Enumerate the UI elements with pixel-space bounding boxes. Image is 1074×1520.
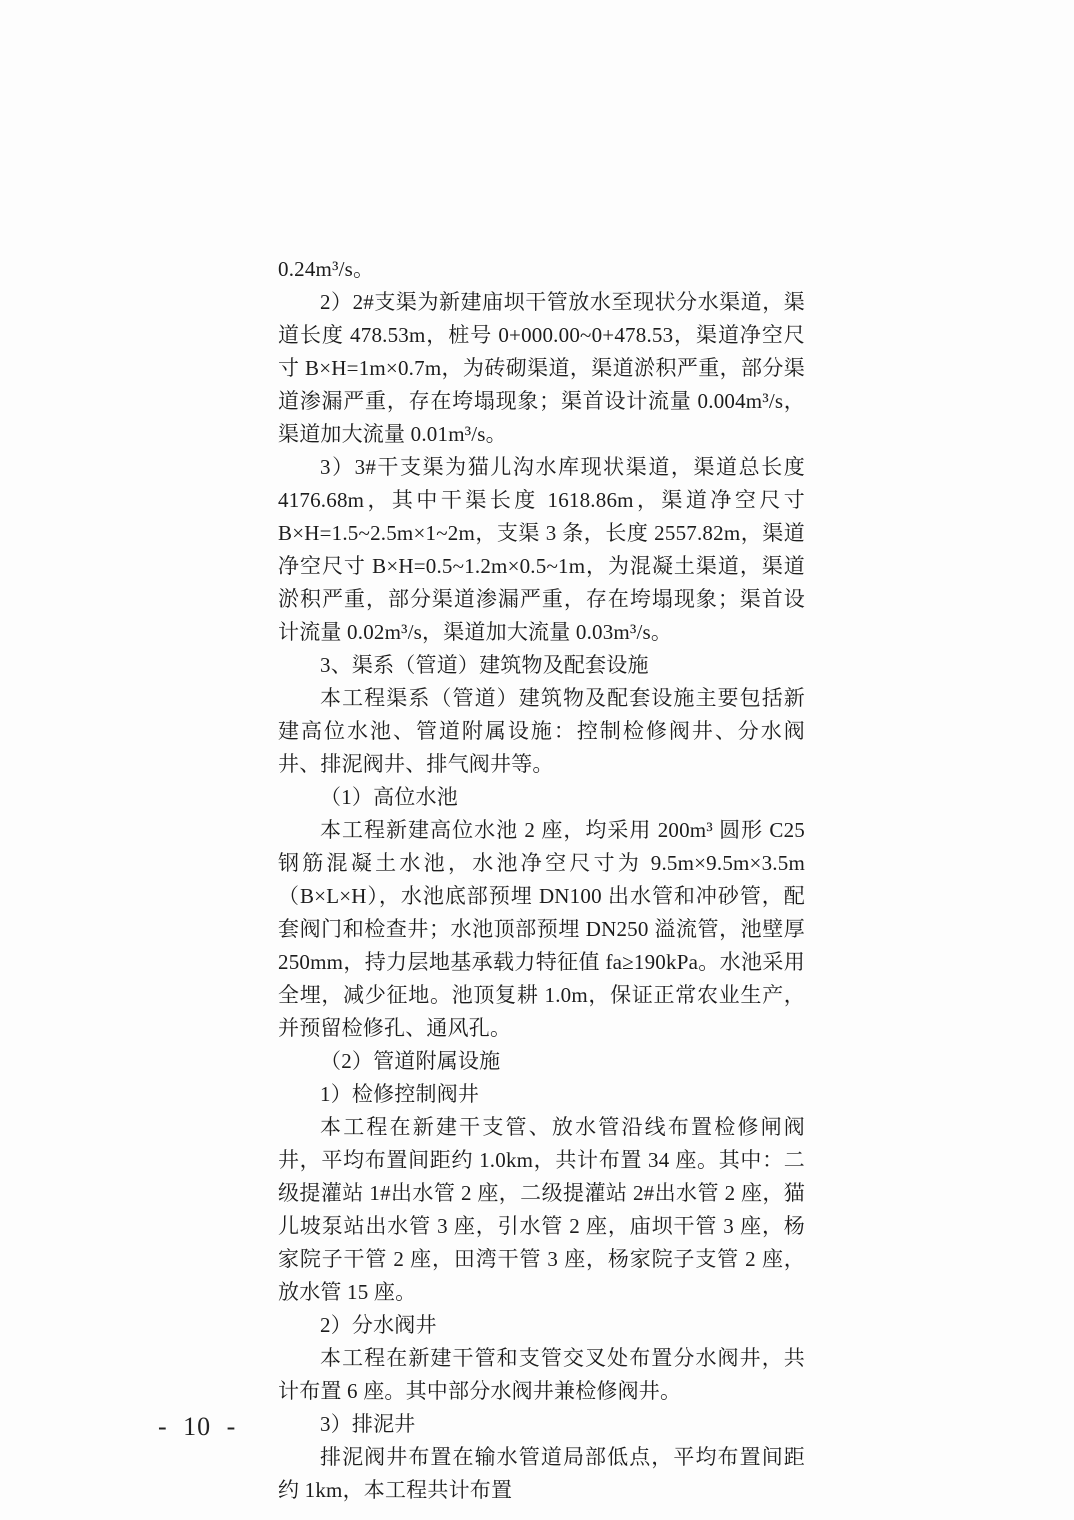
heading-item-2-water-diversion-valve-well: 2）分水阀井 [320, 1313, 437, 1337]
heading-section-3-canal-system: 3、渠系（管道）建筑物及配套设施 [320, 653, 649, 677]
paragraph-inspection-valve-well-detail: 本工程在新建干支管、放水管沿线布置检修闸阀井，平均布置间距约 1.0km，共计布置 34 座。其中：二级提灌站 1#出水管 2 座，二级提灌站 2#出水管 2 座，猫儿坡泵站出水管 3 座，引水管 2 座，庙坝干管 3 座，杨家院子干管 2 座，田湾干管 3 座，杨家院子支管 2 座，放水管 15 座。 [278, 1115, 805, 1304]
heading-item-1-inspection-control-valve-well: 1）检修控制阀井 [320, 1082, 480, 1106]
paragraph-canal-system-overview: 本工程渠系（管道）建筑物及配套设施主要包括新建高位水池、管道附属设施：控制检修阀井、分水阀井、排泥阀井、排气阀井等。 [278, 686, 805, 776]
paragraph-branch-canal-3: 3）3#干支渠为猫儿沟水库现状渠道，渠道总长度 4176.68m，其中干渠长度 1618.86m，渠道净空尺寸 B×H=1.5~2.5m×1~2m，支渠 3 条，长度 2557.82m，渠道净空尺寸 B×H=0.5~1.2m×0.5~1m，为混凝土渠道，渠道淤积严重，部分渠道渗漏严重，存在垮塌现象；渠首设计流量 0.02m³/s，渠道加大流量 0.03m³/s。 [278, 455, 805, 644]
page-number: - 10 - [158, 1412, 237, 1441]
heading-item-3-mud-discharge-well: 3）排泥井 [320, 1412, 416, 1436]
document-body [278, 253, 805, 1507]
heading-subsection-2-pipeline-accessories: （2）管道附属设施 [320, 1049, 501, 1073]
paragraph-diversion-valve-well-detail: 本工程在新建干管和支管交叉处布置分水阀井，共计布置 6 座。其中部分水阀井兼检修阀井。 [278, 1346, 805, 1403]
paragraph-branch-canal-2: 2）2#支渠为新建庙坝干管放水至现状分水渠道，渠道长度 478.53m，桩号 0+000.00~0+478.53，渠道净空尺寸 B×H=1m×0.7m，为砖砌渠道，渠道淤积严重，部分渠道渗漏严重，存在垮塌现象；渠首设计流量 0.004m³/s，渠道加大流量 0.01m³/s。 [278, 290, 805, 446]
paragraph-mud-discharge-well-detail: 排泥阀井布置在输水管道局部低点，平均布置间距约 1km，本工程共计布置 [278, 1445, 805, 1502]
paragraph-high-level-pool-detail: 本工程新建高位水池 2 座，均采用 200m³ 圆形 C25 钢筋混凝土水池，水池净空尺寸为 9.5m×9.5m×3.5m（B×L×H），水池底部预埋 DN100 出水管和冲砂管，配套阀门和检查井；水池顶部预埋 DN250 溢流管，池壁厚 250mm，持力层地基承载力特征值 fa≥190kPa。水池采用全埋，减少征地。池顶复耕 1.0m，保证正常农业生产，并预留检修孔、通风孔。 [278, 818, 805, 1040]
paragraph-continuation-flow-value: 0.24m³/s。 [278, 257, 375, 281]
heading-subsection-1-high-level-pool: （1）高位水池 [320, 785, 458, 809]
